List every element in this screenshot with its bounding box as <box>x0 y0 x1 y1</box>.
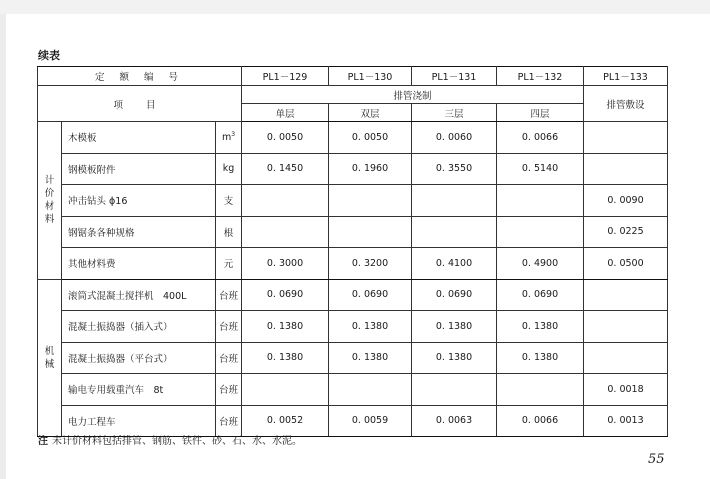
note-text: 未计价材料包括排管、钢筋、铁件、砂、石、水、水泥。 <box>52 436 302 447</box>
value-cell: 0. 0690 <box>497 279 584 311</box>
value-cell: 0. 1960 <box>329 153 412 185</box>
value-cell: 0. 0066 <box>497 405 584 437</box>
value-cell <box>242 216 329 248</box>
table-row <box>38 122 668 154</box>
value-cell <box>242 374 329 406</box>
item-unit: $m^3$ <box>216 122 242 154</box>
page-top-shadow <box>0 0 710 14</box>
value-cell <box>584 122 668 154</box>
value-cell: 0. 3000 <box>242 248 329 280</box>
layer-header: 双层 <box>329 104 412 122</box>
value-cell: 0. 0050 <box>329 122 412 154</box>
value-cell: 0. 4100 <box>412 248 497 280</box>
table-row <box>38 185 668 217</box>
value-cell: 0. 4900 <box>497 248 584 280</box>
value-cell: 0. 1380 <box>242 311 329 343</box>
value-cell: 0. 0059 <box>329 405 412 437</box>
table-row <box>38 248 668 280</box>
item-unit: 台班 <box>216 405 242 437</box>
header-row-groups <box>38 86 668 104</box>
value-cell <box>497 185 584 217</box>
item-name: 其他材料费 <box>62 248 216 280</box>
value-cell <box>329 216 412 248</box>
value-cell: 0. 0052 <box>242 405 329 437</box>
value-cell: 0. 0018 <box>584 374 668 406</box>
group-lay-label: 排管敷设 <box>584 86 668 122</box>
continued-table-label: 续表 <box>38 49 60 62</box>
value-cell: 0. 1380 <box>329 311 412 343</box>
table-row <box>38 342 668 374</box>
layer-header: 三层 <box>412 104 497 122</box>
item-name: 电力工程车 <box>62 405 216 437</box>
item-name: 冲击钻头 ϕ16 <box>62 185 216 217</box>
value-cell: 0. 0060 <box>412 122 497 154</box>
value-cell <box>584 153 668 185</box>
code-header: PL1－132 <box>497 67 584 86</box>
item-name: 混凝土振捣器（插入式） <box>62 311 216 343</box>
item-unit: 支 <box>216 185 242 217</box>
value-cell <box>329 374 412 406</box>
value-cell: 0. 1380 <box>329 342 412 374</box>
value-cell: 0. 0690 <box>329 279 412 311</box>
value-cell <box>584 342 668 374</box>
value-cell: 0. 0013 <box>584 405 668 437</box>
value-cell: 0. 0066 <box>497 122 584 154</box>
item-name: 输电专用载重汽车 8t <box>62 374 216 406</box>
quota-table <box>37 66 668 437</box>
value-cell: 0. 1380 <box>412 342 497 374</box>
layer-header: 四层 <box>497 104 584 122</box>
value-cell: 0. 1380 <box>412 311 497 343</box>
page-edge-shadow <box>0 0 6 479</box>
table-note <box>38 432 302 447</box>
code-header: PL1－130 <box>329 67 412 86</box>
value-cell: 0. 0063 <box>412 405 497 437</box>
value-cell: 0. 1380 <box>497 342 584 374</box>
table-row <box>38 216 668 248</box>
value-cell: 0. 0690 <box>242 279 329 311</box>
machinery-section-label: 机 械 <box>38 279 62 437</box>
item-name: 钢锯条各种规格 <box>62 216 216 248</box>
value-cell: 0. 0050 <box>242 122 329 154</box>
value-cell: 0. 1380 <box>242 342 329 374</box>
value-cell <box>242 185 329 217</box>
value-cell <box>497 374 584 406</box>
item-label: 项 目 <box>38 86 242 122</box>
note-label: 注 <box>38 436 48 447</box>
value-cell <box>584 311 668 343</box>
page-number: 55 <box>648 452 665 467</box>
value-cell <box>412 185 497 217</box>
item-name: 滚筒式混凝土搅拌机 400L <box>62 279 216 311</box>
value-cell <box>584 279 668 311</box>
item-unit: 元 <box>216 248 242 280</box>
value-cell <box>412 216 497 248</box>
code-header: PL1－129 <box>242 67 329 86</box>
code-header: PL1－131 <box>412 67 497 86</box>
item-name: 木模板 <box>62 122 216 154</box>
item-unit: 根 <box>216 216 242 248</box>
item-unit: kg <box>216 153 242 185</box>
table-row <box>38 153 668 185</box>
item-unit: 台班 <box>216 279 242 311</box>
item-name: 混凝土振捣器（平台式） <box>62 342 216 374</box>
value-cell: 0. 0090 <box>584 185 668 217</box>
code-header: PL1－133 <box>584 67 668 86</box>
value-cell <box>497 216 584 248</box>
value-cell: 0. 1380 <box>497 311 584 343</box>
value-cell: 0. 1450 <box>242 153 329 185</box>
value-cell: 0. 3550 <box>412 153 497 185</box>
value-cell: 0. 5140 <box>497 153 584 185</box>
item-unit: 台班 <box>216 342 242 374</box>
item-name: 钢模板附件 <box>62 153 216 185</box>
materials-section-label: 计 价 材 料 <box>38 122 62 280</box>
layer-header: 单层 <box>242 104 329 122</box>
value-cell: 0. 3200 <box>329 248 412 280</box>
quota-code-label: 定 额 编 号 <box>38 67 242 86</box>
value-cell: 0. 0690 <box>412 279 497 311</box>
header-row-codes <box>38 67 668 86</box>
group-pour-label: 排管浇制 <box>242 86 584 104</box>
table-row <box>38 374 668 406</box>
value-cell: 0. 0500 <box>584 248 668 280</box>
item-unit: 台班 <box>216 311 242 343</box>
value-cell: 0. 0225 <box>584 216 668 248</box>
table-row <box>38 279 668 311</box>
value-cell <box>412 374 497 406</box>
value-cell <box>329 185 412 217</box>
item-unit: 台班 <box>216 374 242 406</box>
table-row <box>38 311 668 343</box>
